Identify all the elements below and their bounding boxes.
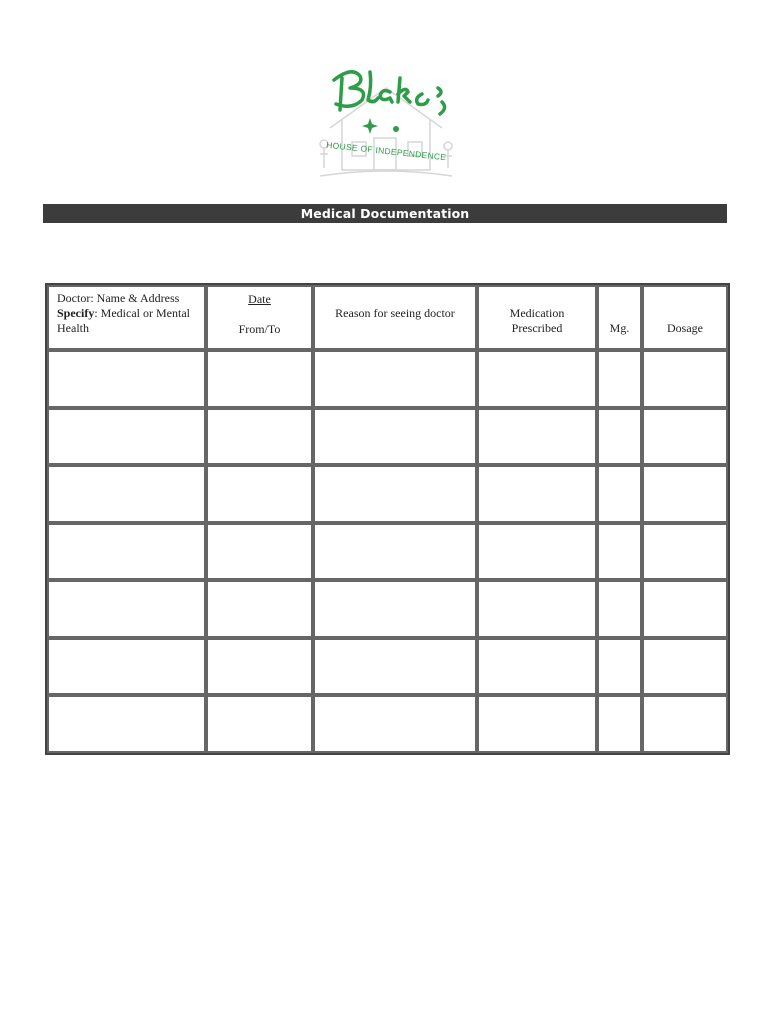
specify-text: : Medical or Mental Health: [57, 306, 190, 335]
medical-documentation-table: [45, 283, 730, 755]
medication-line2: Prescribed: [511, 321, 563, 335]
medication-cell[interactable]: [477, 638, 597, 696]
medication-cell[interactable]: [477, 350, 597, 408]
dosage-header: Dosage: [642, 285, 728, 350]
date-cell[interactable]: [206, 465, 313, 523]
reason-cell[interactable]: [313, 638, 477, 696]
table-row: [47, 580, 728, 638]
header-row: [47, 285, 728, 350]
page-title: Medical Documentation: [300, 206, 470, 221]
medication-cell[interactable]: [477, 408, 597, 466]
medication-cell[interactable]: [477, 695, 597, 753]
table-row: [47, 638, 728, 696]
date-cell[interactable]: [206, 523, 313, 581]
mg-header: Mg.: [597, 285, 642, 350]
doctor-cell[interactable]: [47, 523, 206, 581]
medication-cell[interactable]: [477, 465, 597, 523]
date-cell[interactable]: [206, 695, 313, 753]
mg-cell[interactable]: [597, 465, 642, 523]
medication-header: [477, 285, 597, 350]
table-row: [47, 695, 728, 753]
mg-cell[interactable]: [597, 638, 642, 696]
table-row: [47, 408, 728, 466]
mg-cell[interactable]: [597, 408, 642, 466]
date-cell[interactable]: [206, 580, 313, 638]
date-range-label: From/To: [238, 322, 281, 336]
specify-label: Specify: [57, 306, 95, 320]
dosage-cell[interactable]: [642, 408, 728, 466]
reason-cell[interactable]: [313, 350, 477, 408]
reason-cell[interactable]: [313, 465, 477, 523]
table-row: [47, 465, 728, 523]
doctor-header-line1: Doctor: Name & Address: [57, 291, 180, 305]
medication-cell[interactable]: [477, 580, 597, 638]
doctor-cell[interactable]: [47, 350, 206, 408]
mg-cell[interactable]: [597, 523, 642, 581]
table-row: [47, 350, 728, 408]
dosage-cell[interactable]: [642, 465, 728, 523]
date-label: Date: [248, 292, 271, 306]
svg-text:HOUSE OF INDEPENDENCE: HOUSE OF INDEPENDENCE: [325, 139, 447, 163]
title-bar: [43, 204, 727, 223]
medication-cell[interactable]: [477, 523, 597, 581]
mg-cell[interactable]: [597, 695, 642, 753]
dosage-cell[interactable]: [642, 695, 728, 753]
date-header: [206, 285, 313, 350]
doctor-cell[interactable]: [47, 580, 206, 638]
table-row: [47, 523, 728, 581]
reason-cell[interactable]: [313, 408, 477, 466]
blakes-logo: [312, 58, 460, 186]
date-cell[interactable]: [206, 350, 313, 408]
dosage-cell[interactable]: [642, 523, 728, 581]
mg-cell[interactable]: [597, 350, 642, 408]
reason-cell[interactable]: [313, 580, 477, 638]
reason-header: Reason for seeing doctor: [313, 285, 477, 350]
dosage-cell[interactable]: [642, 638, 728, 696]
dosage-cell[interactable]: [642, 350, 728, 408]
doctor-cell[interactable]: [47, 638, 206, 696]
doctor-header: [47, 285, 206, 350]
reason-cell[interactable]: [313, 695, 477, 753]
doctor-cell[interactable]: [47, 465, 206, 523]
reason-cell[interactable]: [313, 523, 477, 581]
doctor-cell[interactable]: [47, 408, 206, 466]
medication-line1: Medication: [509, 306, 565, 320]
doctor-cell[interactable]: [47, 695, 206, 753]
date-cell[interactable]: [206, 408, 313, 466]
dosage-cell[interactable]: [642, 580, 728, 638]
mg-cell[interactable]: [597, 580, 642, 638]
date-cell[interactable]: [206, 638, 313, 696]
